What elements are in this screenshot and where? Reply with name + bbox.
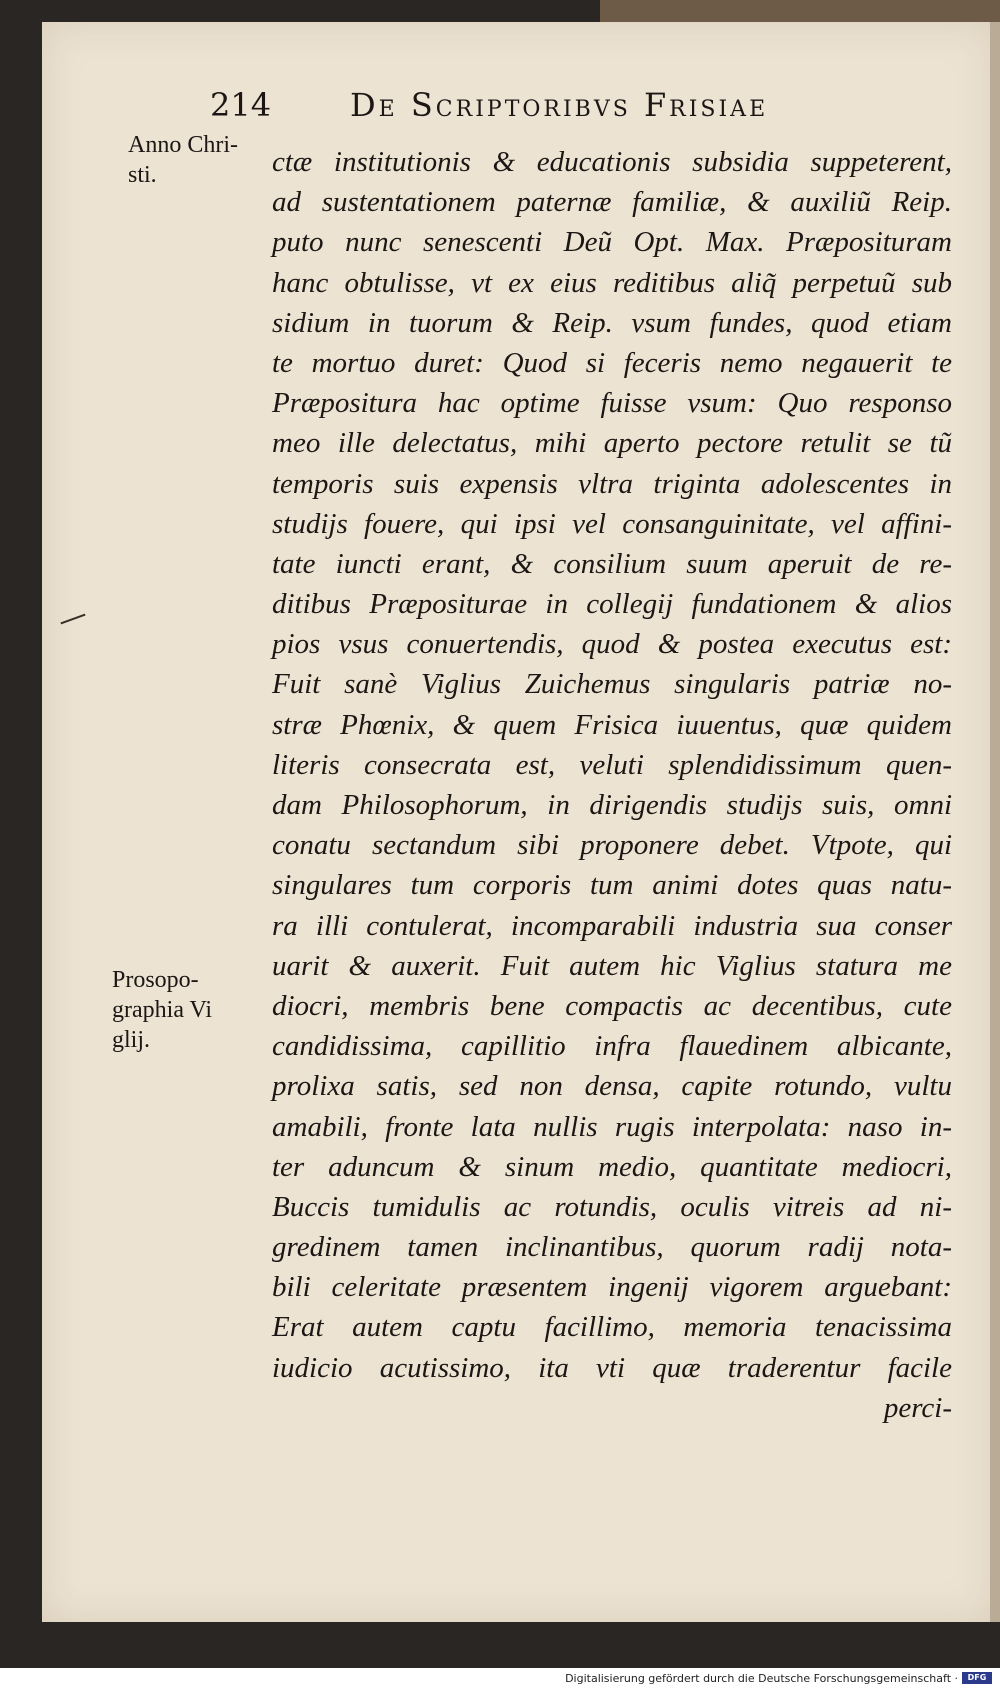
text-line: sidium in tuorum & Reip. vsum fundes, quod etiam (272, 306, 952, 339)
catchword: perci- (883, 1391, 952, 1424)
page-number: 214 (210, 86, 272, 124)
text-line: dam Philosophorum, in dirigendis studijs suis, omni (272, 789, 952, 821)
text-line: ter aduncum & sinum medio, quantitate mediocri, (272, 1150, 952, 1183)
dfg-logo-icon: DFG (962, 1672, 992, 1684)
top-edge-strip (600, 0, 1000, 22)
margin-note-line: Anno Chri- (128, 132, 238, 158)
text-line: prolixa satis, sed non densa, capite rotundo, vultu (272, 1070, 952, 1103)
digitization-footer (565, 1671, 992, 1685)
text-line: conatu sectandum sibi proponere debet. Vtpote, qui (272, 829, 952, 862)
footer-credit: Digitalisierung gefördert durch die Deutsche Forschungsgemeinschaft · (565, 1671, 958, 1685)
text-line: tate iuncti erant, & consilium suum aperuit de re- (272, 547, 952, 580)
text-line: uarit & auxerit. Fuit autem hic Viglius statura me (272, 949, 952, 982)
text-line: iudicio acutissimo, ita vti quæ traderentur facile (272, 1351, 952, 1384)
text-line: Præpositura hac optime fuisse vsum: Quo responso (272, 387, 952, 420)
text-line: meo ille delectatus, mihi aperto pectore retulit se tũ (272, 427, 952, 460)
margin-note-prosopographia (112, 965, 272, 1055)
running-title: De Scriptoribvs Frisiae (350, 86, 769, 124)
text-line: temporis suis expensis vltra triginta adolescentes in (272, 467, 952, 500)
text-line: literis consecrata est, veluti splendidissimum quen- (272, 748, 952, 781)
text-line: Fuit sanè Viglius Zuichemus singularis patriæ no- (272, 668, 952, 701)
text-line: ctæ institutionis & educationis subsidia suppeterent, (272, 146, 952, 178)
text-line: stræ Phœnix, & quem Frisica iuuentus, quæ quidem (272, 708, 952, 741)
text-line: puto nunc senescenti Deũ Opt. Max. Præposituram (272, 226, 952, 259)
margin-note-line: glij. (112, 1027, 151, 1053)
margin-note-line: Prosopo- (112, 967, 199, 993)
text-line: ditibus Præpositurae in collegij fundationem & alios (272, 588, 952, 621)
margin-note-anno-christi (128, 130, 268, 190)
text-line: pios vsus conuertendis, quod & postea executus est: (272, 628, 952, 661)
body-text (272, 142, 952, 1428)
text-line: ad sustentationem paternæ familiæ, & auxiliũ Reip. (272, 186, 952, 219)
text-line: Erat autem captu facillimo, memoria tenacissima (272, 1311, 952, 1344)
text-line: ra illi contulerat, incomparabili industria sua conser (272, 909, 952, 942)
text-line: Buccis tumidulis ac rotundis, oculis vitreis ad ni- (272, 1190, 952, 1223)
text-line: te mortuo duret: Quod si feceris nemo negauerit te (272, 346, 952, 379)
page-edge (990, 22, 1000, 1622)
margin-note-line: graphia Vi (112, 997, 213, 1023)
text-line: hanc obtulisse, vt ex eius reditibus aliq̃ perpetuũ sub (272, 266, 952, 299)
text-line: bili celeritate præsentem ingenij vigorem arguebant: (272, 1271, 952, 1304)
text-line: singulares tum corporis tum animi dotes quas natu- (272, 869, 952, 902)
text-line: diocri, membris bene compactis ac decentibus, cute (272, 989, 952, 1022)
text-line: candidissima, capillitio infra flauedinem albicante, (272, 1030, 952, 1063)
text-line: amabili, fronte lata nullis rugis interpolata: naso in- (272, 1110, 952, 1143)
text-line: gredinem tamen inclinantibus, quorum radij nota- (272, 1231, 952, 1264)
text-line: studijs fouere, qui ipsi vel consanguinitate, vel affini- (272, 507, 952, 540)
margin-note-line: sti. (128, 162, 157, 188)
